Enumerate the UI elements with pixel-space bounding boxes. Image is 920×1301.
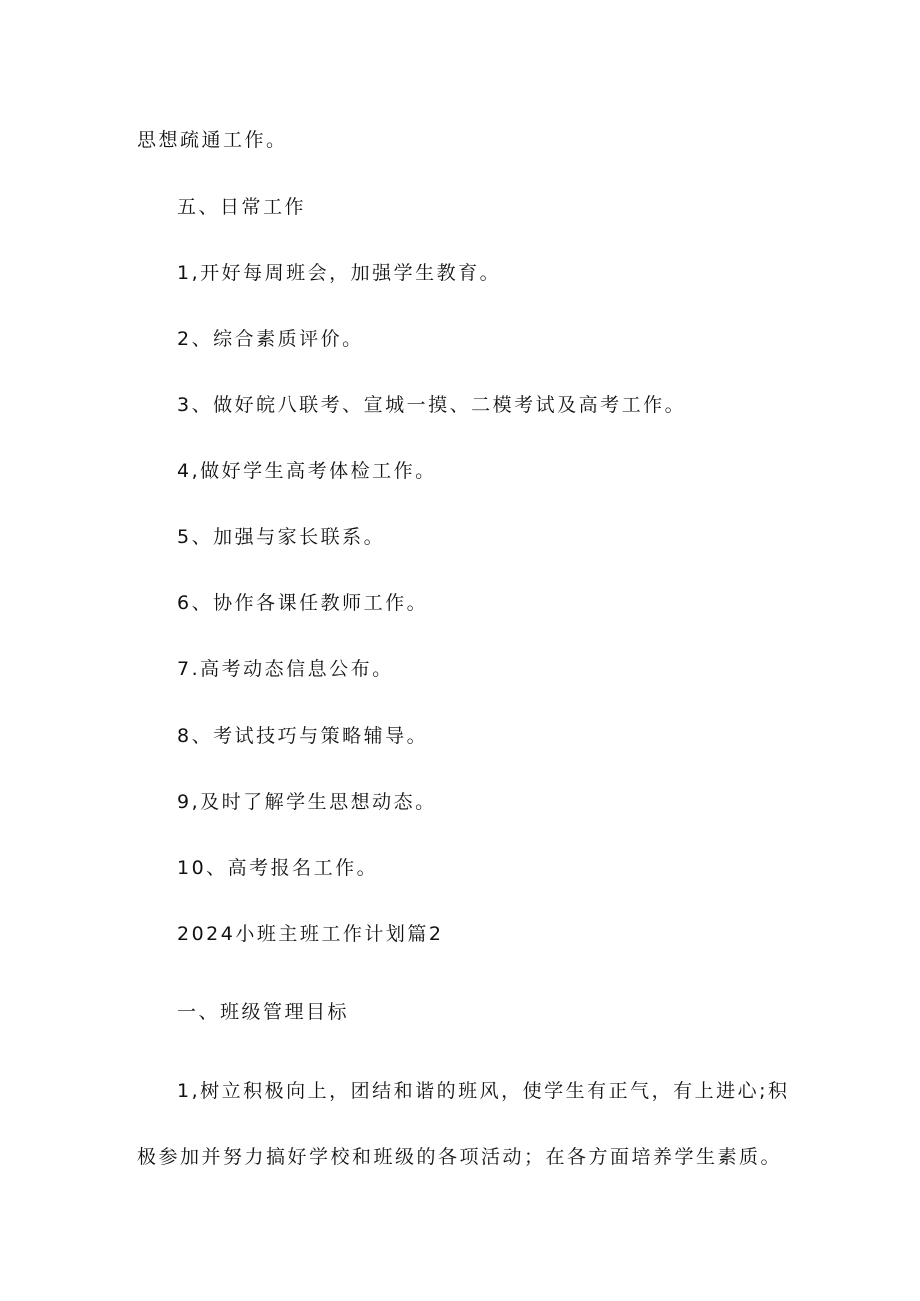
list-item: 7.高考动态信息公布。 xyxy=(177,658,394,680)
body-paragraph: 1,树立积极向上，团结和谐的班风，使学生有正气，有上进心;积极参加并努力搞好学校和班级的各项活动；在各方面培养学生素质。 xyxy=(137,1080,790,1168)
list-item: 10、高考报名工作。 xyxy=(177,857,379,879)
list-item: 9,及时了解学生思想动态。 xyxy=(177,791,437,813)
list-item: 4,做好学生高考体检工作。 xyxy=(177,460,437,482)
list-item: 1,开好每周班会，加强学生教育。 xyxy=(177,262,502,284)
list-item: 8、考试技巧与策略辅导。 xyxy=(177,725,429,747)
document-title: 2024小班主班工作计划篇2 xyxy=(177,923,444,945)
section-heading-class-management: 一、班级管理目标 xyxy=(177,1001,350,1023)
list-item: 5、加强与家长联系。 xyxy=(177,526,386,548)
list-item: 3、做好皖八联考、宣城一摸、二模考试及高考工作。 xyxy=(177,394,687,416)
continuation-line: 思想疏通工作。 xyxy=(137,129,288,151)
list-item: 6、协作各课任教师工作。 xyxy=(177,592,429,614)
section-heading-daily-work: 五、日常工作 xyxy=(177,196,307,218)
list-item: 2、综合素质评价。 xyxy=(177,328,364,350)
